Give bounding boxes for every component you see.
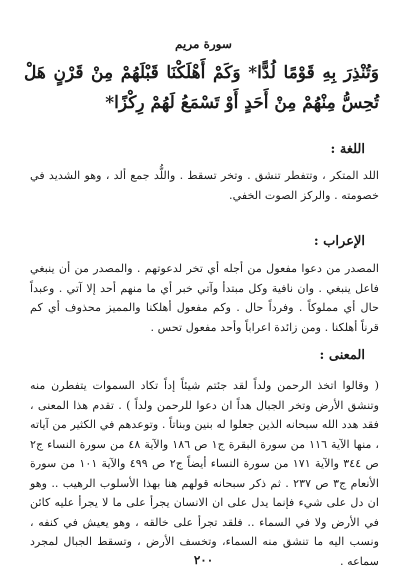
section-body-grammar: المصدر من دعوا مفعول من أجله أي تخر لدعوتهم . والمصدر من أن ينبغي فاعل ينبغي . وان نافية وكل مبتدأ وآتي خبر أي ما منهم أحد إلا آتي . وعبداً حال أي مملوكاً . وفرداً حال . وكم مفعول أهلكنا والمميز محذوف أي كم قرناً أهلكنا . ومن زائدة اعراباً وأحد مفعول تحس . — [30, 262, 379, 334]
section-body-meaning: ( وقالوا اتخذ الرحمن ولداً لقد جئتم شيئاً إداً تكاد السموات يتفطرن منه وتنشق الأرض وتخر الجبال هداً ان دعوا للرحمن ولداً ) . تقدم هذا المعنى ، فقد هدد الله سبحانه الذين جعلوا له بنين وبناتاً . وتوعدهم في الكثير من آياته ، منها الآية ١١٦ من سورة البقرة ج١ ص ١٨٦ والآية ٤٨ من سورة النساء ج٢ ص ٣٤٤ والآية ١٧١ من سورة النساء أيضاً ج٢ ص ٤٩٩ والآية ١٠١ من سورة الأنعام ج٣ ص ٢٣٧ . ثم ذكر سبحانه قولهم هنا بهذا الأسلوب الرهيب .. وهو ان دل على شيء فإنما يدل على ان الانسان يجرأ على ما لا يجرأ عليه كائن في الأرض ولا في السماء .. فلقد تجرأ على خالقه ، وهو يعيش في كنفه ، ونسب اليه ما تنشق منه السماء، وتخسف الأرض ، وتسقط الجبال لمجرد سماعه . — [30, 379, 379, 568]
quran-verse: وَتُنْذِرَ بِهِ قَوْمًا لُدًّا* وَكَمْ أَهْلَكْنَا قَبْلَهُمْ مِنْ قَرْنٍ هَلْ تُحِسُّ مِنْهُمْ مِنْ أَحَدٍ أَوْ تَسْمَعُ لَهُمْ رِكْزًا* — [24, 63, 379, 113]
section-title-meaning: المعنى : — [319, 348, 365, 363]
section-title-language: اللغة : — [330, 142, 365, 157]
section-title-grammar: الإعراب : — [313, 234, 365, 249]
page-number: ٢٠٠ — [193, 553, 214, 567]
section-body-language: اللد المتكر ، وتتفطر تنشق . وتخر تسقط . واللُّد جمع ألد ، وهو الشديد في خصومته . والركز الصوت الخفي. — [30, 169, 379, 202]
page-header: سورة مريم — [175, 37, 232, 51]
